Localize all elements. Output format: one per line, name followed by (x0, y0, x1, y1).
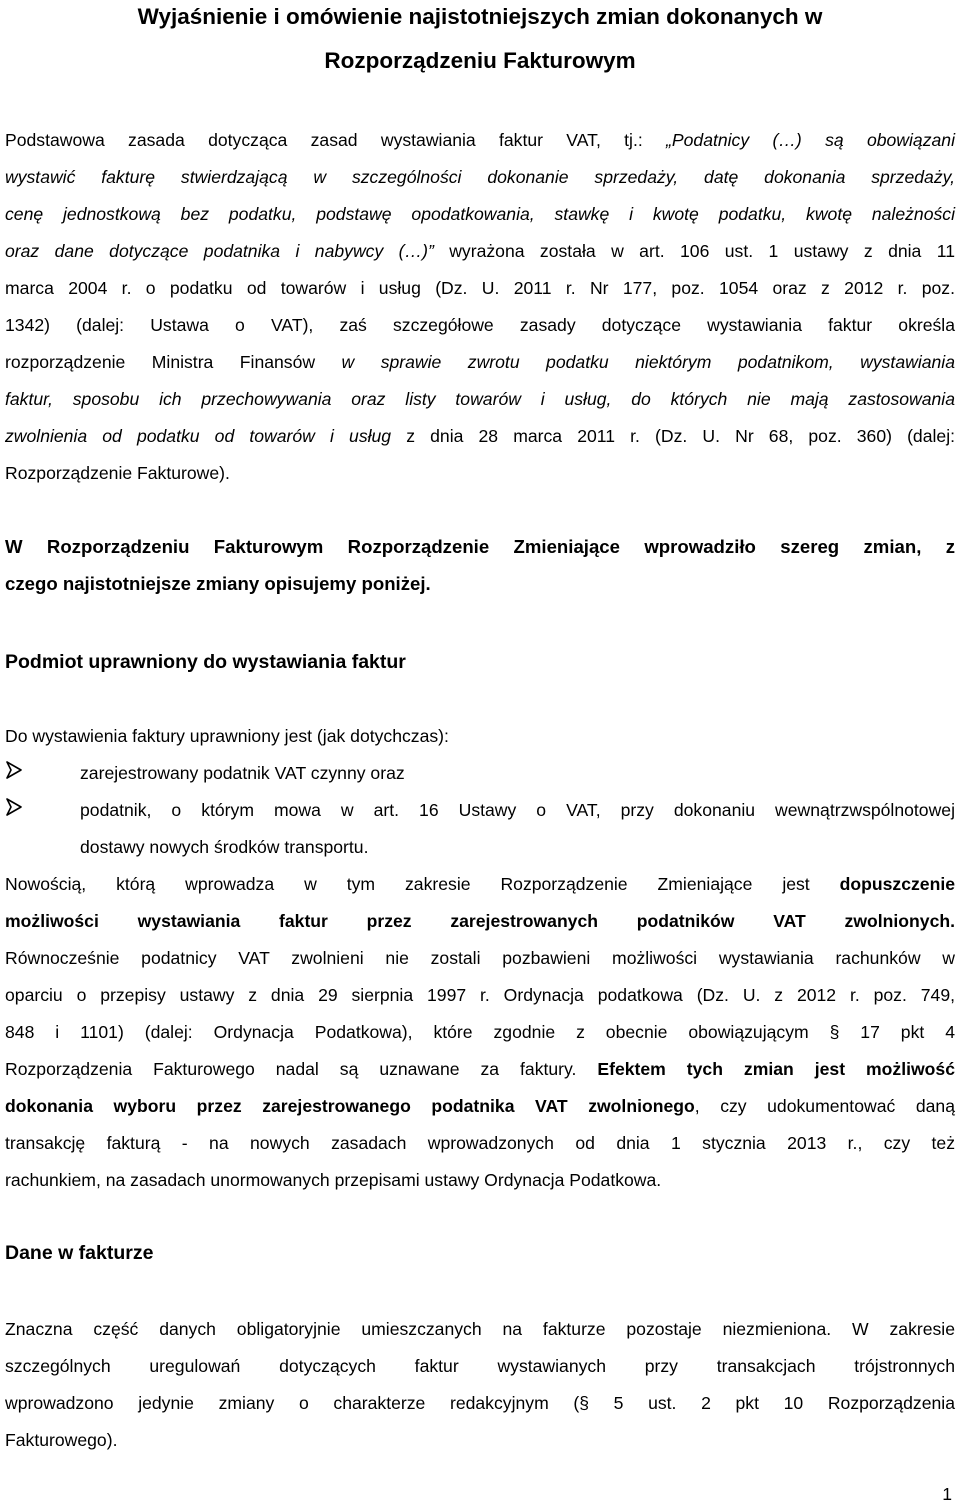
section1-para-line-8: transakcję fakturą - na nowych zasadach wprowadzonych od dnia 1 stycznia 2013 r., czy też (5, 1133, 955, 1153)
document-title-line-2: Rozporządzeniu Fakturowym (324, 48, 636, 73)
intro-text: Podstawowa zasada dotycząca zasad wystawiania faktur VAT, tj.: (5, 130, 667, 150)
intro-line-7 (5, 350, 955, 374)
para-text: , czy udokumentować daną (694, 1096, 955, 1116)
bullet-item-1: zarejestrowany podatnik VAT czynny oraz (80, 763, 405, 783)
para-text: Rozporządzenia Fakturowego nadal są uznawane za faktury. (5, 1059, 598, 1079)
lead-line-2: czego najistotniejsze zmiany opisujemy poniżej. (5, 573, 431, 594)
intro-line-10: Rozporządzenie Fakturowe). (5, 463, 230, 483)
section-heading-entitled-entity: Podmiot uprawniony do wystawiania faktur (5, 651, 406, 673)
section1-para-line-2: możliwości wystawiania faktur przez zarejestrowanych podatników VAT zwolnionych. (5, 911, 955, 931)
para-emphasis: dopuszczenie (839, 874, 955, 894)
intro-line-5: marca 2004 r. o podatku od towarów i usług (Dz. U. 2011 r. Nr 177, poz. 1054 oraz z 2012 r. poz. (5, 278, 955, 298)
intro-line-4 (5, 239, 955, 263)
document-title-line-1: Wyjaśnienie i omówienie najistotniejszych zmian dokonanych w (137, 4, 823, 29)
section2-line-1: Znaczna część danych obligatoryjnie umieszczanych na fakturze pozostaje niezmieniona. W zakresie (5, 1319, 955, 1339)
intro-line-8: faktur, sposobu ich przechowywania oraz listy towarów i usług, do których nie mają zastosowania (5, 389, 955, 409)
section-heading-invoice-data: Dane w fakturze (5, 1242, 154, 1264)
page-number: 1 (942, 1484, 952, 1504)
section1-intro: Do wystawienia faktury uprawniony jest (jak dotychczas): (5, 726, 449, 746)
regulation-title: w sprawie zwrotu podatku niektórym podatnikom, wystawiania (341, 352, 955, 372)
regulation-title: zwolnienia od podatku od towarów i usług (5, 426, 392, 446)
section1-para-line-7 (5, 1094, 955, 1118)
intro-line-6: 1342) (dalej: Ustawa o VAT), zaś szczegółowe zasady dotyczące wystawiania faktur określa (5, 315, 955, 335)
section1-para-line-4: oparciu o przepisy ustawy z dnia 29 sierpnia 1997 r. Ordynacja podatkowa (Dz. U. z 2012 r. poz. 749, (5, 985, 955, 1005)
lead-line-1: W Rozporządzeniu Fakturowym Rozporządzenie Zmieniające wprowadziło szereg zmian, z (5, 536, 955, 557)
intro-line-1 (5, 128, 955, 152)
intro-quote: „Podatnicy (…) są obowiązani (666, 130, 955, 150)
intro-text: z dnia 28 marca 2011 r. (Dz. U. Nr 68, poz. 360) (dalej: (391, 426, 955, 446)
para-emphasis: Efektem tych zmian jest możliwość (597, 1059, 955, 1079)
section1-para-line-5: 848 i 1101) (dalej: Ordynacja Podatkowa), które zgodnie z obecnie obowiązującym § 17 pkt 4 (5, 1022, 955, 1042)
intro-quote-end: oraz dane dotyczące podatnika i nabywcy (…)” (5, 241, 434, 261)
intro-text: wyrażona została w art. 106 ust. 1 ustawy z dnia 11 (433, 241, 955, 261)
para-emphasis: dokonania wyboru przez zarejestrowanego podatnika VAT zwolnionego (5, 1096, 695, 1116)
section1-para-line-9: rachunkiem, na zasadach unormowanych przepisami ustawy Ordynacja Podatkowa. (5, 1170, 662, 1190)
section2-line-3: wprowadzono jedynie zmiany o charakterze redakcyjnym (§ 5 ust. 2 pkt 10 Rozporządzenia (5, 1393, 955, 1413)
section2-line-4: Fakturowego). (5, 1430, 118, 1450)
bullet-item-2: podatnik, o którym mowa w art. 16 Ustawy o VAT, przy dokonaniu wewnątrzwspólnotowej (80, 800, 955, 820)
arrowhead-bullet-icon (6, 798, 22, 822)
arrowhead-bullet-icon (6, 761, 22, 785)
section2-line-2: szczególnych uregulowań dotyczących faktur wystawianych przy transakcjach trójstronnych (5, 1356, 955, 1376)
section1-para-line-3: Równocześnie podatnicy VAT zwolnieni nie zostali pozbawieni możliwości wystawiania rachunków w (5, 948, 955, 968)
bullet-item-2-continued: dostawy nowych środków transportu. (80, 837, 369, 857)
section1-para-line-6 (5, 1057, 955, 1081)
para-text: Nowością, którą wprowadza w tym zakresie Rozporządzenie Zmieniające jest (5, 874, 840, 894)
intro-line-3: cenę jednostkową bez podatku, podstawę opodatkowania, stawkę i kwotę podatku, kwotę należności (5, 204, 955, 224)
intro-line-2: wystawić fakturę stwierdzającą w szczególności dokonanie sprzedaży, datę dokonania sprzedaży, (5, 167, 955, 187)
intro-text: rozporządzenie Ministra Finansów (5, 352, 342, 372)
intro-line-9 (5, 424, 955, 448)
section1-para-line-1 (5, 872, 955, 896)
